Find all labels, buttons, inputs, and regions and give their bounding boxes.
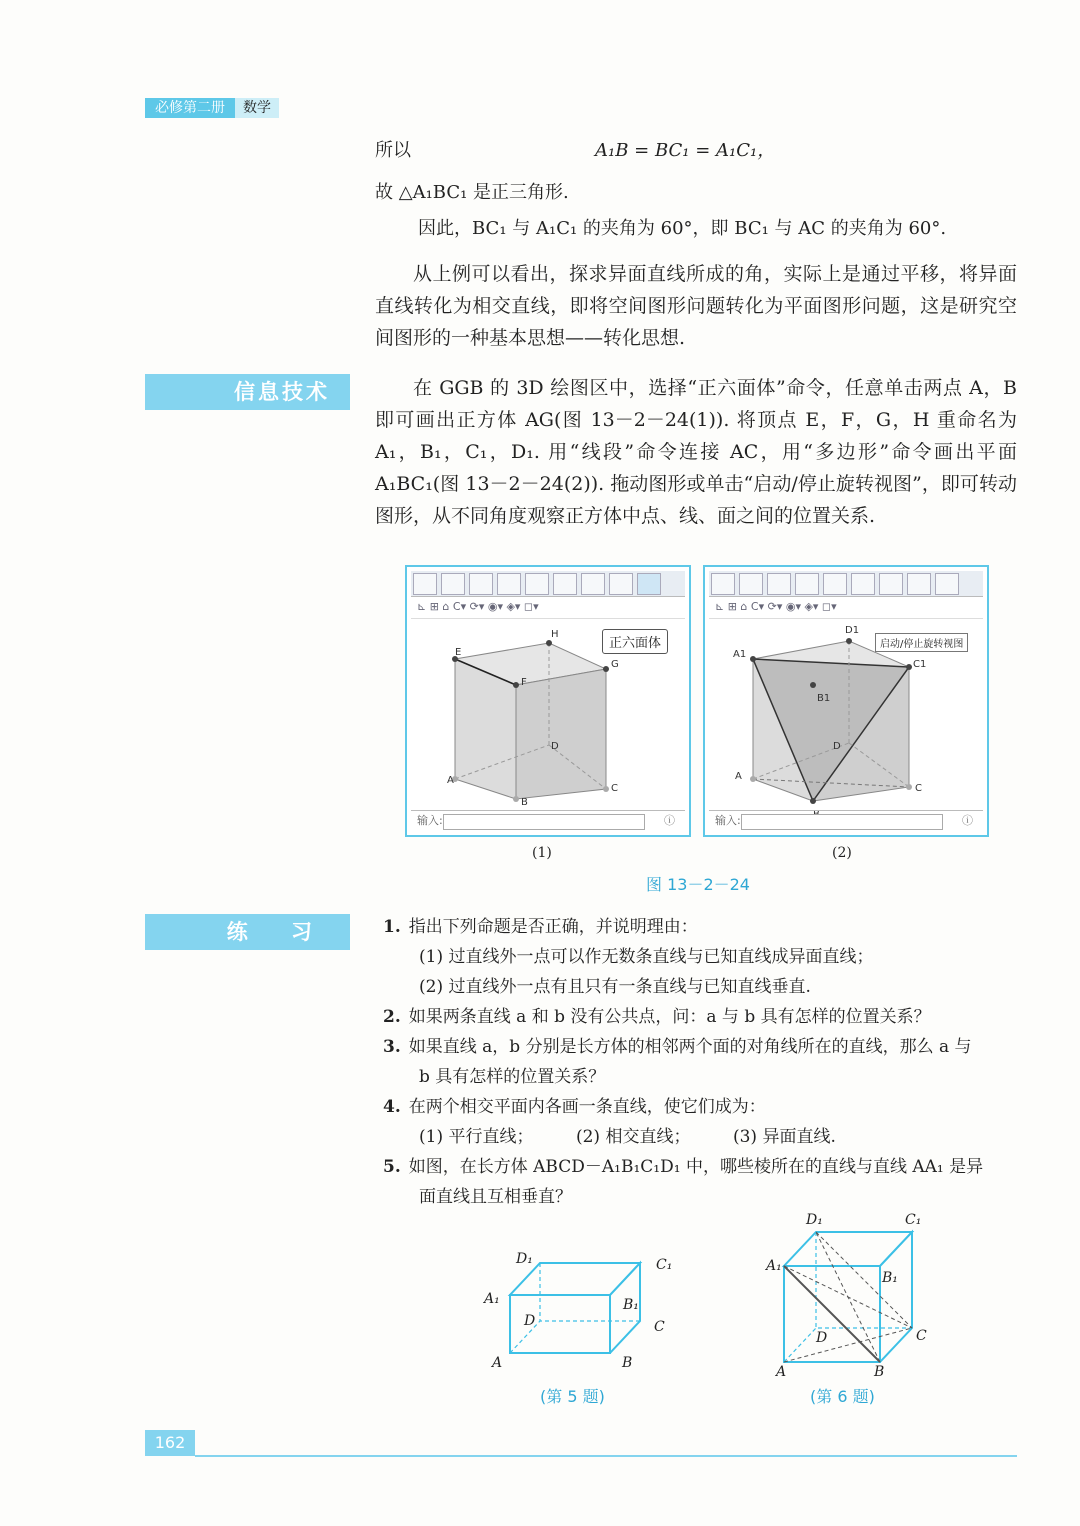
vertex-label: A (447, 775, 454, 786)
figure-5 (480, 1245, 690, 1375)
vertex-label: E (455, 647, 462, 658)
sub-caption: (1) (532, 845, 552, 861)
vertex-label: H (551, 629, 559, 640)
ggb-toolbar (411, 571, 685, 597)
help-icon[interactable]: ⓘ (664, 814, 675, 827)
vertex-label: B (874, 1364, 885, 1380)
exercise-item (411, 1122, 836, 1152)
input-label: 输入: (715, 814, 741, 827)
ggb-toolbar (709, 571, 983, 597)
input-field[interactable] (741, 814, 943, 830)
line-tool-icon[interactable] (767, 573, 791, 595)
cube-tool-icon[interactable] (935, 573, 959, 595)
vertex-label: C (611, 783, 618, 794)
plane-tool-icon[interactable] (581, 573, 605, 595)
view-toolbar: ⊾ ⊞ ⌂ C▾ ⟳▾ ◉▾ ◈▾ ◻▾ (709, 600, 983, 619)
vertex-label: D (816, 1330, 828, 1346)
exercise-text: 如果直线 a，b 分别是长方体的相邻两个面的对角线所在的直线，那么 a 与 (408, 1037, 972, 1057)
vertex-label: D (524, 1313, 536, 1329)
exercise-number: 5. (383, 1157, 401, 1177)
vertex-label: B (521, 797, 528, 808)
help-icon[interactable]: ⓘ (962, 814, 973, 827)
vertex-label: D (551, 741, 559, 752)
figure-6-caption: (第 6 题) (810, 1387, 875, 1406)
info-tech-banner: 信息技术 (145, 374, 350, 410)
figure-5-caption: (第 5 题) (540, 1387, 605, 1406)
exercise-text: 如果两条直线 a 和 b 没有公共点，问：a 与 b 具有怎样的位置关系？ (408, 1007, 931, 1027)
ggb-screenshot-1 (405, 565, 691, 837)
polygon-tool-icon[interactable] (525, 573, 549, 595)
tooltip: 启动/停止旋转视图 (875, 633, 968, 652)
exercise-item (411, 942, 873, 972)
vertex-label: A (735, 771, 742, 782)
point-tool-icon[interactable] (739, 573, 763, 595)
line-tool-icon[interactable] (469, 573, 493, 595)
exercise-item (383, 1002, 931, 1032)
exercise-number: 3. (383, 1037, 401, 1057)
vertex-label: A₁ (766, 1258, 782, 1274)
view-toolbar: ⊾ ⊞ ⌂ C▾ ⟳▾ ◉▾ ◈▾ ◻▾ (411, 600, 685, 619)
exercise-item (383, 912, 698, 942)
plane-tool-icon[interactable] (879, 573, 903, 595)
exercise-text: 在两个相交平面内各画一条直线，使它们成为： (408, 1097, 766, 1117)
vertex-label: B (622, 1355, 633, 1371)
text-line: 所以 (375, 140, 411, 161)
subject-label: 数学 (235, 98, 279, 118)
exercise-item (383, 1032, 972, 1062)
exercise-text: 如图，在长方体 ABCD－A₁B₁C₁D₁ 中，哪些棱所在的直线与直线 AA₁ 是异 (408, 1157, 984, 1177)
vertex-label: B₁ (623, 1297, 639, 1313)
vertex-label: C₁ (905, 1212, 922, 1228)
input-field[interactable] (443, 814, 645, 830)
circle-tool-icon[interactable] (851, 573, 875, 595)
input-label: 输入: (417, 814, 443, 827)
exercise-text: 面直线且互相垂直？ (419, 1187, 572, 1207)
vertex-label: G (611, 659, 619, 670)
vertex-label: D₁ (516, 1251, 533, 1267)
exercise-number: 4. (383, 1097, 401, 1117)
pointer-tool-icon[interactable] (413, 573, 437, 595)
vertex-label: A₁ (484, 1291, 500, 1307)
paragraph: 从上例可以看出，探求异面直线所成的角，实际上是通过平移，将异面直线转化为相交直线，即将空间图形问题转化为平面图形问题，这是研究空间图形的一种基本思想——转化思想. (375, 263, 1017, 349)
vertex-label: D (833, 741, 841, 752)
vertex-label: A1 (733, 649, 747, 660)
perpendicular-tool-icon[interactable] (497, 573, 521, 595)
exercise-item (411, 972, 811, 1002)
exercise-item (383, 1152, 983, 1182)
book-label: 必修第二册 (145, 98, 235, 118)
vertex-label: C (654, 1319, 665, 1335)
vertex-label: C1 (913, 659, 927, 670)
exercise-text: (1) 过直线外一点可以作无数条直线与已知直线成异面直线； (419, 947, 874, 967)
figure-6 (760, 1208, 940, 1378)
footer-rule (195, 1455, 1017, 1457)
exercise-text: (2) 过直线外一点有且只有一条直线与已知直线垂直. (419, 977, 811, 997)
exercise-item (411, 1182, 572, 1212)
cube-tool-icon[interactable] (637, 573, 661, 595)
point-tool-icon[interactable] (441, 573, 465, 595)
exercise-number: 1. (383, 917, 401, 937)
input-bar (709, 810, 983, 831)
vertex-label: F (521, 677, 527, 688)
vertex-label: A (776, 1364, 787, 1380)
tooltip: 正六面体 (602, 629, 668, 654)
input-bar (411, 810, 685, 831)
text-line: 因此，BC₁ 与 A₁C₁ 的夹角为 60°，即 BC₁ 与 AC 的夹角为 60°. (418, 218, 947, 239)
ggb-screenshot-2 (703, 565, 989, 837)
perpendicular-tool-icon[interactable] (795, 573, 819, 595)
exercise-text: (1) 平行直线； (2) 相交直线； (3) 异面直线. (419, 1127, 836, 1147)
vertex-label: D1 (845, 625, 860, 636)
vertex-label: D₁ (806, 1212, 823, 1228)
circle-tool-icon[interactable] (553, 573, 577, 595)
exercise-text: b 具有怎样的位置关系？ (419, 1067, 606, 1087)
exercise-text: 指出下列命题是否正确，并说明理由： (408, 917, 698, 937)
exercise-item (383, 1092, 766, 1122)
solid-tool-icon[interactable] (609, 573, 633, 595)
polygon-tool-icon[interactable] (823, 573, 847, 595)
figure-caption: 图 13－2－24 (646, 875, 750, 894)
vertex-label: C (916, 1328, 927, 1344)
info-tech-paragraph: 在 GGB 的 3D 绘图区中，选择“正六面体”命令，任意单击两点 A，B 即可画出正方体 AG(图 13－2－24(1)). 将顶点 E，F，G，H 重命名为 A₁，B₁，C₁，D₁. 用“线段”命令连接 AC，用“多边形”命令画出平面 A₁BC₁(图 13－2－24(2)). 拖动图形或单击“启动/停止旋转视图”，即可转动图形，从不同角度观察正方体中点、线、面之间的位置关系. (375, 377, 1017, 527)
header-tag (145, 98, 279, 118)
vertex-label: A (492, 1355, 503, 1371)
page-number: 162 (145, 1430, 195, 1456)
exercise-number: 2. (383, 1007, 401, 1027)
equation: A₁B = BC₁ = A₁C₁， (595, 140, 776, 161)
pointer-tool-icon[interactable] (711, 573, 735, 595)
vertex-label: B1 (817, 693, 831, 704)
sub-caption: (2) (832, 845, 852, 861)
vertex-label: B₁ (882, 1270, 898, 1286)
exercise-banner: 练 习 (145, 914, 350, 950)
text-line: 故 △A₁BC₁ 是正三角形. (375, 182, 569, 203)
vertex-label: C (915, 783, 922, 794)
solid-tool-icon[interactable] (907, 573, 931, 595)
vertex-label: C₁ (656, 1257, 673, 1273)
exercise-item (411, 1062, 605, 1092)
